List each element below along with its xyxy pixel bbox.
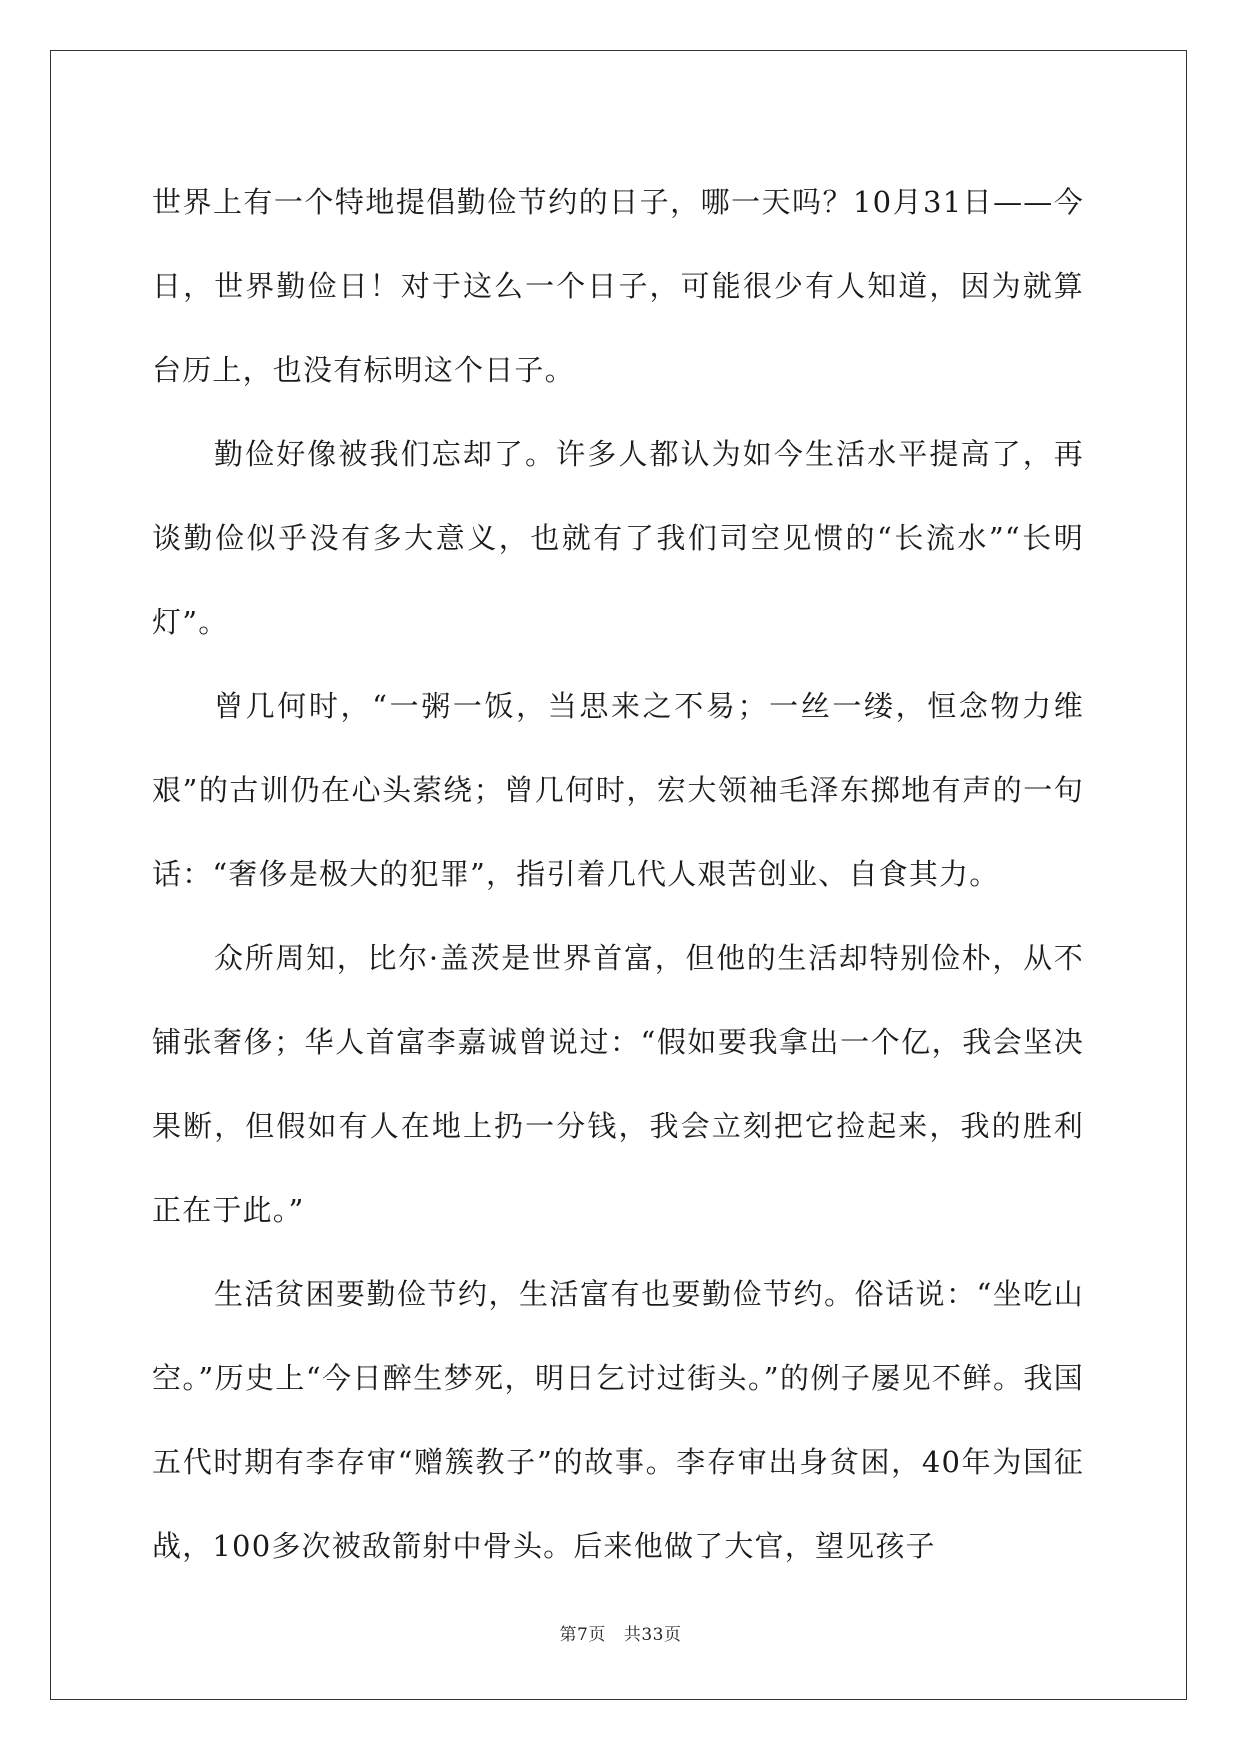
page-footer bbox=[0, 1620, 1241, 1645]
page-number: 第7页 bbox=[559, 1625, 606, 1645]
document-body bbox=[152, 160, 1084, 1588]
paragraph-2: 勤俭好像被我们忘却了。许多人都认为如今生活水平提高了，再谈勤俭似乎没有多大意义，也就有了我们司空见惯的“长流水”“长明灯”。 bbox=[152, 437, 1084, 639]
paragraph-5: 生活贫困要勤俭节约，生活富有也要勤俭节约。俗话说：“坐吃山空。”历史上“今日醉生梦死，明日乞讨过街头。”的例子屡见不鲜。我国五代时期有李存审“赠簇教子”的故事。李存审出身贫困，40年为国征战，100多次被敌箭射中骨头。后来他做了大官，望见孩子 bbox=[152, 1277, 1084, 1563]
page-total: 共33页 bbox=[623, 1625, 682, 1645]
paragraph-3: 曾几何时，“一粥一饭，当思来之不易；一丝一缕，恒念物力维艰”的古训仍在心头萦绕；曾几何时，宏大领袖毛泽东掷地有声的一句话：“奢侈是极大的犯罪”，指引着几代人艰苦创业、自食其力。 bbox=[152, 689, 1084, 891]
paragraph-1: 世界上有一个特地提倡勤俭节约的日子，哪一天吗？10月31日——今日，世界勤俭日！对于这么一个日子，可能很少有人知道，因为就算台历上，也没有标明这个日子。 bbox=[152, 185, 1084, 387]
paragraph-4: 众所周知，比尔·盖茨是世界首富，但他的生活却特别俭朴，从不铺张奢侈；华人首富李嘉诚曾说过：“假如要我拿出一个亿，我会坚决果断，但假如有人在地上扔一分钱，我会立刻把它捡起来，我的胜利正在于此。” bbox=[152, 941, 1084, 1227]
